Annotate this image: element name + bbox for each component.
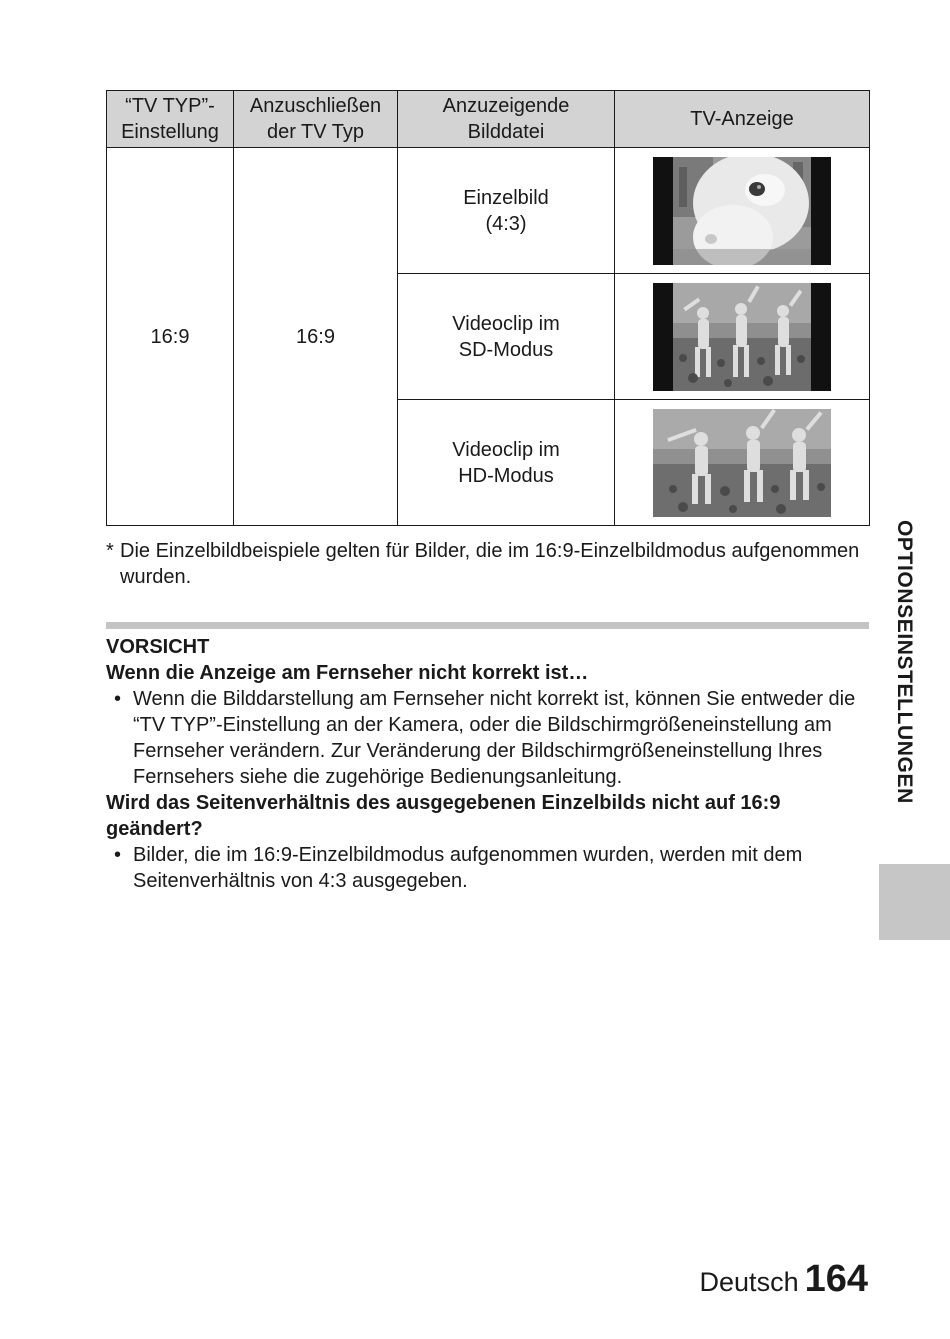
header-label: TV-Anzeige [690, 108, 794, 130]
header-anzuschliessen [234, 91, 398, 148]
cell-setting [107, 148, 234, 526]
setting-value: 16:9 [150, 325, 190, 348]
bullet-marker: • [114, 844, 122, 866]
dancers-sd-video-frame [653, 283, 831, 391]
header-tv-typ-einstellung [107, 91, 234, 148]
tv-type-table [106, 90, 870, 526]
caution-answer-2 [106, 842, 876, 894]
footnote-marker: * [106, 540, 114, 562]
file-label: Einzelbild (4:3) [463, 186, 549, 235]
caution-section [106, 634, 876, 894]
header-label: “TV TYP”- Einstellung [121, 95, 219, 143]
cell-file-sd [398, 274, 615, 400]
file-label: Videoclip im SD-Modus [452, 312, 560, 361]
caution-question-2: Wird das Seitenverhältnis des ausgegebenen Einzelbilds nicht auf 16:9 geändert? [106, 792, 781, 840]
footnote-text: Die Einzelbildbeispiele gelten für Bilder, die im 16:9-Einzelbildmodus aufgenommen wurden. [120, 540, 860, 588]
cell-tv-type [234, 148, 398, 526]
section-divider [106, 622, 869, 629]
cell-file-hd [398, 400, 615, 526]
section-tab-marker [879, 864, 950, 940]
bullet-marker: • [114, 688, 122, 710]
cell-display-hd [615, 400, 870, 526]
file-label: Videoclip im HD-Modus [452, 438, 560, 487]
page-footer [700, 1258, 868, 1301]
cell-display-sd [615, 274, 870, 400]
header-bilddatei [398, 91, 615, 148]
tv-type-value: 16:9 [296, 325, 335, 348]
table-row [107, 148, 870, 274]
section-side-title: OPTIONSEINSTELLUNGEN [893, 520, 916, 804]
table-header-row [107, 91, 870, 148]
caution-title: VORSICHT [106, 636, 210, 658]
answer-text: Wenn die Bilddarstellung am Fernseher nicht korrekt ist, können Sie entweder die “TV TYP”-Einstellung an der Kamera, oder die Bildschirmgrößeneinstellung am Fernseher verändern. Zur Veränderung der Bildschirmgrößeneinstellung Ihres Fernsehers siehe die zugehörige Bedienungsanleitung. [133, 688, 856, 788]
header-tv-anzeige [615, 91, 870, 148]
footnote [106, 538, 866, 590]
header-label: Anzuschließen der TV Typ [249, 95, 382, 143]
rabbit-still-image [653, 157, 831, 265]
caution-answer-1 [106, 686, 876, 790]
caution-question-1: Wenn die Anzeige am Fernseher nicht korrekt ist… [106, 662, 589, 684]
cell-file-still [398, 148, 615, 274]
answer-text: Bilder, die im 16:9-Einzelbildmodus aufgenommen wurden, werden mit dem Seitenverhältnis von 4:3 ausgegeben. [133, 844, 803, 892]
cell-display-still [615, 148, 870, 274]
header-label: Anzuzeigende Bilddatei [442, 95, 570, 143]
page-number: 164 [804, 1258, 868, 1300]
dancers-hd-video-frame [653, 409, 831, 517]
footer-language: Deutsch [699, 1267, 799, 1297]
